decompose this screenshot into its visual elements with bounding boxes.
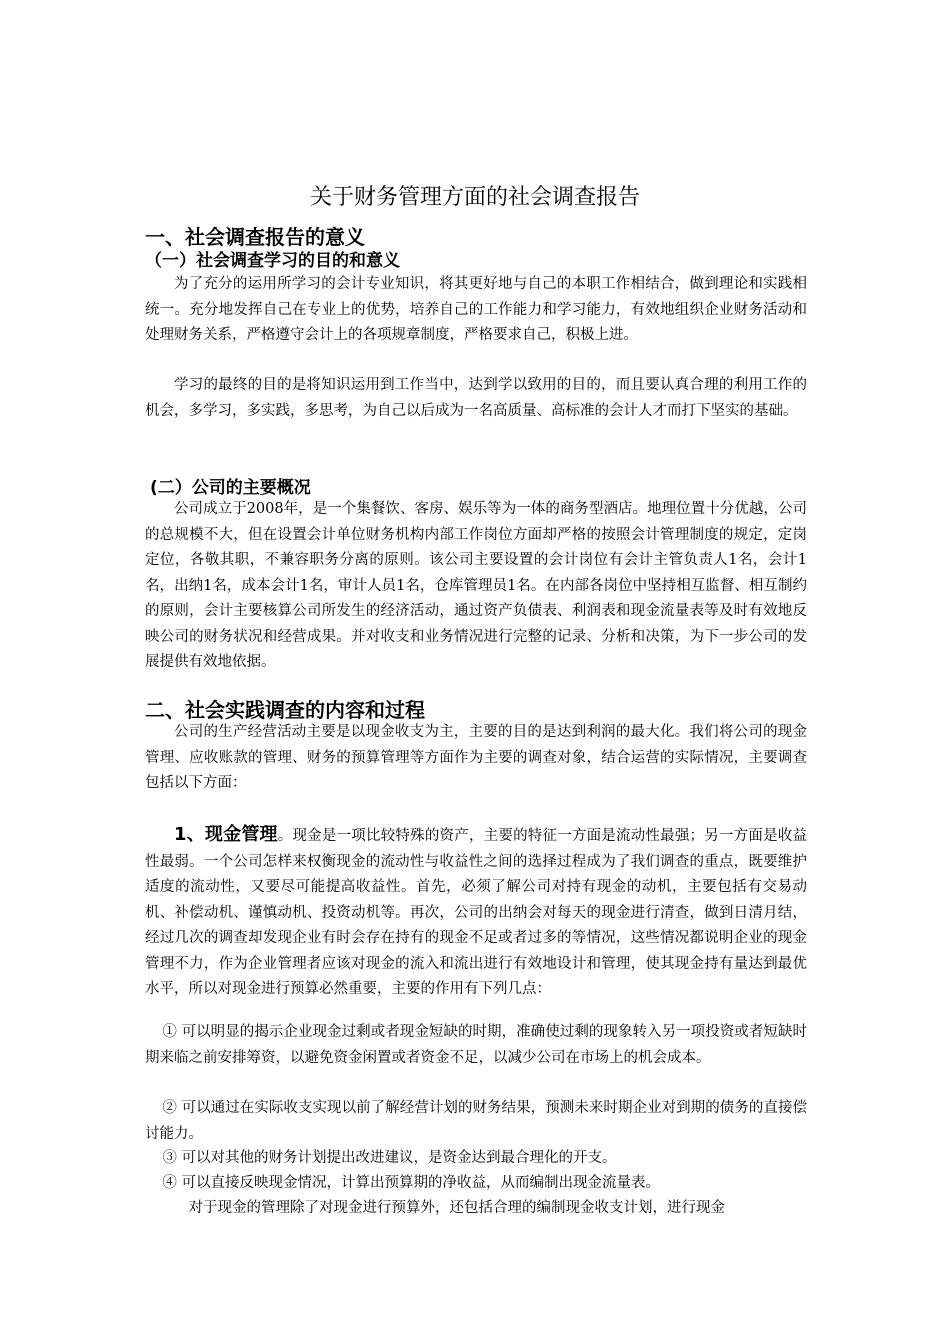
paragraph-cash-management <box>145 822 807 1003</box>
list-item-3: ③ 可以对其他的财务计划提出改进建议，是资金达到最合理化的开支。 <box>162 1150 617 1166</box>
section-1-heading: 一、社会调查报告的意义 <box>145 225 365 249</box>
document-title: 关于财务管理方面的社会调查报告 <box>309 185 640 210</box>
paragraph-company-overview: 公司成立于2008年，是一个集餐饮、客房、娱乐等为一体的商务型酒店。地理位置十分优越，公司的总规模不大，但在设置会计单位财务机构内部工作岗位方面却严格的按照会计管理制度的规定，定岗定位，各敬其职，不兼容职务分离的原则。该公司主要设置的会计岗位有会计主管负责人1名，会计1名，出纳1名，成本会计1名，审计人员1名，仓库管理员1名。在内部各岗位中坚持相互监督、相互制约的原则，会计主要核算公司所发生的经济活动，通过资产负债表、利润表和现金流量表等及时有效地反映公司的财务状况和经营成果。并对收支和业务情况进行完整的记录、分析和决策，为下一步公司的发展提供有效地依据。 <box>145 501 807 670</box>
subsection-1-heading: （一）社会调查学习的目的和意义 <box>145 251 400 271</box>
paragraph-purpose-1: 为了充分的运用所学习的会计专业知识，将其更好地与自己的本职工作相结合，做到理论和实践相统一。充分地发挥自己在专业上的优势，培养自己的工作能力和学习能力，有效地组织企业财务活动和处理财务关系，严格遵守会计上的各项规章制度，严格要求自己，积极上进。 <box>145 276 807 343</box>
cash-management-text: 。现金是一项比较特殊的资产，主要的特征一方面是流动性最强；另一方面是收益性最弱。一个公司怎样来权衡现金的流动性与收益性之间的选择过程成为了我们调查的重点，既要维护适度的流动性，又要尽可能提高收益性。首先，必须了解公司对持有现金的动机，主要包括有交易动机、补偿动机、谨慎动机、投资动机等。再次，公司的出纳会对每天的现金进行清查，做到日清月结，经过几次的调查却发现企业有时会存在持有的现金不足或者过多的等情况，这些情况都说明企业的现金管理不力，作为企业管理者应该对现金的流入和流出进行有效地设计和管理，使其现金持有量达到最优水平，所以对现金进行预算必然重要，主要的作用有下列几点： <box>145 828 807 997</box>
cash-management-lead: 1、现金管理 <box>174 824 278 845</box>
list-item-2: ② 可以通过在实际收支实现以前了解经营计划的财务结果，预测未来时期企业对到期的债务的直接偿讨能力。 <box>145 1100 807 1142</box>
list-item-1: ① 可以明显的揭示企业现金过剩或者现金短缺的时期，准确使过剩的现象转入另一项投资或者短缺时期来临之前安排筹资，以避免资金闲置或者资金不足，以减少公司在市场上的机会成本。 <box>145 1024 807 1066</box>
subsection-2-heading: (二）公司的主要概况 <box>150 478 311 498</box>
paragraph-cash-plan: 对于现金的管理除了对现金进行预算外，还包括合理的编制现金收支计划，进行现金 <box>188 1200 725 1216</box>
section-2-heading: 二、社会实践调查的内容和过程 <box>145 698 425 722</box>
list-item-4: ④ 可以直接反映现金情况，计算出预算期的净收益，从而编制出现金流量表。 <box>162 1175 660 1191</box>
paragraph-purpose-2: 学习的最终的目的是将知识运用到工作当中，达到学以致用的目的，而且要认真合理的利用工作的机会，多学习，多实践，多思考，为自己以后成为一名高质量、高标准的会计人才而打下坚实的基础。 <box>145 377 807 419</box>
paragraph-survey-intro: 公司的生产经营活动主要是以现金收支为主，主要的目的是达到利润的最大化。我们将公司的现金管理、应收账款的管理、财务的预算管理等方面作为主要的调查对象，结合运营的实际情况，主要调查包括以下方面： <box>145 724 807 791</box>
